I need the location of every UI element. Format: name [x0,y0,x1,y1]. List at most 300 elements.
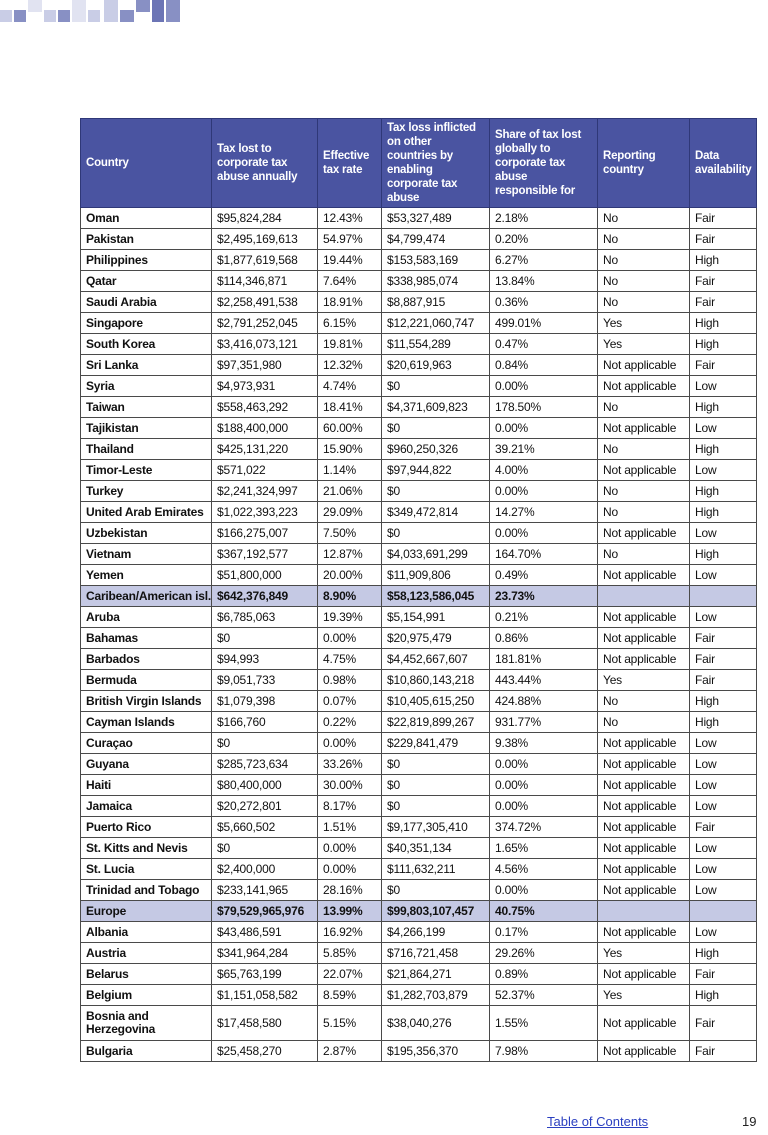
tax-loss-inflicted-cell: $21,864,271 [382,964,490,985]
table-row [81,838,757,859]
reporting-cell: Yes [598,943,690,964]
tax-loss-inflicted-cell: $22,819,899,267 [382,712,490,733]
table-row [81,502,757,523]
country-cell: Sri Lanka [81,355,212,376]
availability-cell: Fair [690,649,757,670]
reporting-cell: Not applicable [598,1041,690,1062]
country-cell: Austria [81,943,212,964]
tax-loss-inflicted-cell: $40,351,134 [382,838,490,859]
availability-cell: Low [690,733,757,754]
tax-loss-inflicted-cell: $0 [382,481,490,502]
country-cell: Philippines [81,250,212,271]
country-cell: Puerto Rico [81,817,212,838]
tax-loss-inflicted-cell: $0 [382,880,490,901]
share-cell: 178.50% [490,397,598,418]
share-cell: 29.26% [490,943,598,964]
share-cell: 164.70% [490,544,598,565]
country-cell: Tajikistan [81,418,212,439]
availability-cell: Fair [690,670,757,691]
tax-loss-inflicted-cell: $11,554,289 [382,334,490,355]
country-cell: Qatar [81,271,212,292]
availability-cell: Fair [690,271,757,292]
reporting-cell: No [598,271,690,292]
reporting-cell: Not applicable [598,649,690,670]
tax-loss-inflicted-cell: $716,721,458 [382,943,490,964]
tax-lost-cell: $233,141,965 [212,880,318,901]
table-row [81,775,757,796]
header-effective-tax-rate: Effective tax rate [318,119,382,208]
tax-loss-inflicted-cell: $8,887,915 [382,292,490,313]
share-cell: 40.75% [490,901,598,922]
effective-rate-cell: 15.90% [318,439,382,460]
tax-lost-cell: $1,877,619,568 [212,250,318,271]
country-cell: Pakistan [81,229,212,250]
availability-cell: Low [690,565,757,586]
table-row [81,292,757,313]
tax-lost-cell: $1,022,393,223 [212,502,318,523]
tax-loss-inflicted-cell: $99,803,107,457 [382,901,490,922]
effective-rate-cell: 0.98% [318,670,382,691]
availability-cell [690,901,757,922]
table-row [81,523,757,544]
country-cell: Bahamas [81,628,212,649]
availability-cell: Fair [690,292,757,313]
table-row [81,439,757,460]
reporting-cell: Not applicable [598,376,690,397]
tax-loss-inflicted-cell: $111,632,211 [382,859,490,880]
share-cell: 0.00% [490,880,598,901]
table-row [81,481,757,502]
country-cell: Saudi Arabia [81,292,212,313]
country-cell: Bosnia and Herzegovina [81,1006,212,1041]
tax-loss-inflicted-cell: $0 [382,754,490,775]
table-row [81,208,757,229]
table-row [81,418,757,439]
availability-cell: High [690,691,757,712]
availability-cell: Fair [690,964,757,985]
country-cell: Curaçao [81,733,212,754]
tax-loss-inflicted-cell: $0 [382,796,490,817]
reporting-cell: No [598,439,690,460]
country-cell: Trinidad and Tobago [81,880,212,901]
tax-loss-inflicted-cell: $10,405,615,250 [382,691,490,712]
share-cell: 0.20% [490,229,598,250]
header-data-availability: Data availability [690,119,757,208]
availability-cell: Low [690,418,757,439]
country-cell: Syria [81,376,212,397]
tax-lost-cell: $2,400,000 [212,859,318,880]
reporting-cell: Not applicable [598,817,690,838]
table-row [81,460,757,481]
tax-loss-inflicted-cell: $1,282,703,879 [382,985,490,1006]
country-cell: Bermuda [81,670,212,691]
country-cell: Belgium [81,985,212,1006]
tax-lost-cell: $3,416,073,121 [212,334,318,355]
reporting-cell: Not applicable [598,754,690,775]
effective-rate-cell: 19.39% [318,607,382,628]
tax-lost-cell: $25,458,270 [212,1041,318,1062]
effective-rate-cell: 8.17% [318,796,382,817]
availability-cell: High [690,502,757,523]
availability-cell: Fair [690,817,757,838]
share-cell: 0.86% [490,628,598,649]
share-cell: 443.44% [490,670,598,691]
reporting-cell: Not applicable [598,1006,690,1041]
table-row [81,859,757,880]
reporting-cell: No [598,712,690,733]
tax-lost-cell: $5,660,502 [212,817,318,838]
share-cell: 23.73% [490,586,598,607]
availability-cell: Low [690,922,757,943]
tax-lost-cell: $4,973,931 [212,376,318,397]
reporting-cell: No [598,691,690,712]
header-share-of-tax-lost: Share of tax lost globally to corporate tax abuse responsible for [490,119,598,208]
effective-rate-cell: 12.43% [318,208,382,229]
table-row [81,397,757,418]
effective-rate-cell: 13.99% [318,901,382,922]
tax-loss-inflicted-cell: $349,472,814 [382,502,490,523]
availability-cell: High [690,313,757,334]
reporting-cell [598,901,690,922]
effective-rate-cell: 19.81% [318,334,382,355]
share-cell: 0.00% [490,523,598,544]
availability-cell: High [690,544,757,565]
reporting-cell: Not applicable [598,418,690,439]
tax-loss-inflicted-cell: $4,033,691,299 [382,544,490,565]
tax-loss-inflicted-cell: $4,799,474 [382,229,490,250]
region-row [81,901,757,922]
header-country: Country [81,119,212,208]
country-cell: Bulgaria [81,1041,212,1062]
table-row [81,964,757,985]
reporting-cell: No [598,544,690,565]
reporting-cell: No [598,502,690,523]
reporting-cell: Yes [598,313,690,334]
tax-lost-cell: $0 [212,838,318,859]
header-reporting-country: Reporting country [598,119,690,208]
effective-rate-cell: 20.00% [318,565,382,586]
share-cell: 0.47% [490,334,598,355]
tax-lost-cell: $367,192,577 [212,544,318,565]
tax-loss-inflicted-cell: $0 [382,376,490,397]
tax-lost-cell: $2,241,324,997 [212,481,318,502]
share-cell: 931.77% [490,712,598,733]
effective-rate-cell: 7.64% [318,271,382,292]
reporting-cell [598,586,690,607]
country-cell: Turkey [81,481,212,502]
tax-loss-inflicted-cell: $4,371,609,823 [382,397,490,418]
tax-loss-inflicted-cell: $4,266,199 [382,922,490,943]
table-row [81,1006,757,1041]
reporting-cell: Not applicable [598,523,690,544]
reporting-cell: Not applicable [598,355,690,376]
reporting-cell: Not applicable [598,733,690,754]
tax-lost-cell: $79,529,965,976 [212,901,318,922]
reporting-cell: No [598,481,690,502]
tax-loss-inflicted-cell: $0 [382,418,490,439]
country-cell: Timor-Leste [81,460,212,481]
share-cell: 39.21% [490,439,598,460]
availability-cell: Low [690,775,757,796]
share-cell: 2.18% [490,208,598,229]
tax-lost-cell: $166,760 [212,712,318,733]
country-cell: Thailand [81,439,212,460]
tax-loss-inflicted-cell: $20,975,479 [382,628,490,649]
effective-rate-cell: 8.59% [318,985,382,1006]
country-cell: Cayman Islands [81,712,212,733]
tax-lost-cell: $17,458,580 [212,1006,318,1041]
region-row [81,586,757,607]
tax-loss-inflicted-cell: $11,909,806 [382,565,490,586]
effective-rate-cell: 4.74% [318,376,382,397]
tax-lost-cell: $95,824,284 [212,208,318,229]
share-cell: 0.17% [490,922,598,943]
tax-loss-inflicted-cell: $20,619,963 [382,355,490,376]
availability-cell: Low [690,796,757,817]
availability-cell: High [690,943,757,964]
header-tax-lost: Tax lost to corporate tax abuse annually [212,119,318,208]
tax-loss-inflicted-cell: $9,177,305,410 [382,817,490,838]
tax-lost-cell: $1,079,398 [212,691,318,712]
tax-loss-inflicted-cell: $53,327,489 [382,208,490,229]
country-cell: Aruba [81,607,212,628]
effective-rate-cell: 19.44% [318,250,382,271]
table-row [81,544,757,565]
availability-cell: Low [690,880,757,901]
share-cell: 1.65% [490,838,598,859]
tax-loss-inflicted-cell: $338,985,074 [382,271,490,292]
effective-rate-cell: 22.07% [318,964,382,985]
tax-lost-cell: $9,051,733 [212,670,318,691]
effective-rate-cell: 1.51% [318,817,382,838]
tax-loss-inflicted-cell: $0 [382,775,490,796]
country-cell: Taiwan [81,397,212,418]
share-cell: 0.00% [490,481,598,502]
tax-loss-inflicted-cell: $153,583,169 [382,250,490,271]
effective-rate-cell: 54.97% [318,229,382,250]
tax-lost-cell: $114,346,871 [212,271,318,292]
tax-loss-inflicted-cell: $0 [382,523,490,544]
share-cell: 7.98% [490,1041,598,1062]
reporting-cell: Yes [598,670,690,691]
availability-cell: Low [690,460,757,481]
tax-lost-cell: $425,131,220 [212,439,318,460]
tax-lost-cell: $6,785,063 [212,607,318,628]
country-cell: Uzbekistan [81,523,212,544]
share-cell: 0.00% [490,796,598,817]
tax-lost-cell: $20,272,801 [212,796,318,817]
share-cell: 499.01% [490,313,598,334]
tax-lost-cell: $0 [212,628,318,649]
tax-lost-cell: $642,376,849 [212,586,318,607]
country-cell: United Arab Emirates [81,502,212,523]
reporting-cell: No [598,397,690,418]
tax-lost-cell: $571,022 [212,460,318,481]
reporting-cell: Not applicable [598,565,690,586]
table-row [81,607,757,628]
table-row [81,922,757,943]
country-cell: Guyana [81,754,212,775]
tax-loss-inflicted-cell: $97,944,822 [382,460,490,481]
effective-rate-cell: 30.00% [318,775,382,796]
share-cell: 0.36% [490,292,598,313]
reporting-cell: Not applicable [598,460,690,481]
table-row [81,649,757,670]
availability-cell: Fair [690,355,757,376]
reporting-cell: No [598,229,690,250]
effective-rate-cell: 0.22% [318,712,382,733]
availability-cell: High [690,397,757,418]
share-cell: 14.27% [490,502,598,523]
effective-rate-cell: 6.15% [318,313,382,334]
tax-lost-cell: $80,400,000 [212,775,318,796]
table-row [81,817,757,838]
tax-lost-cell: $2,791,252,045 [212,313,318,334]
share-cell: 0.84% [490,355,598,376]
reporting-cell: Not applicable [598,859,690,880]
effective-rate-cell: 2.87% [318,1041,382,1062]
tax-lost-cell: $166,275,007 [212,523,318,544]
effective-rate-cell: 21.06% [318,481,382,502]
tax-lost-cell: $43,486,591 [212,922,318,943]
table-row [81,670,757,691]
country-cell: British Virgin Islands [81,691,212,712]
availability-cell: High [690,439,757,460]
table-row [81,712,757,733]
share-cell: 0.00% [490,418,598,439]
reporting-cell: Not applicable [598,775,690,796]
tax-loss-inflicted-cell: $5,154,991 [382,607,490,628]
country-cell: Albania [81,922,212,943]
reporting-cell: Not applicable [598,880,690,901]
table-row [81,985,757,1006]
share-cell: 181.81% [490,649,598,670]
reporting-cell: No [598,250,690,271]
effective-rate-cell: 1.14% [318,460,382,481]
effective-rate-cell: 0.00% [318,628,382,649]
country-cell: Yemen [81,565,212,586]
share-cell: 0.00% [490,754,598,775]
reporting-cell: Not applicable [598,838,690,859]
availability-cell: Fair [690,208,757,229]
availability-cell: Low [690,607,757,628]
reporting-cell: Not applicable [598,607,690,628]
effective-rate-cell: 16.92% [318,922,382,943]
country-cell: Caribean/American isl. [81,586,212,607]
reporting-cell: Not applicable [598,922,690,943]
effective-rate-cell: 8.90% [318,586,382,607]
tax-loss-inflicted-cell: $4,452,667,607 [382,649,490,670]
reporting-cell: Yes [598,985,690,1006]
tax-loss-inflicted-cell: $229,841,479 [382,733,490,754]
table-row [81,733,757,754]
tax-loss-inflicted-cell: $10,860,143,218 [382,670,490,691]
reporting-cell: Yes [598,334,690,355]
country-cell: South Korea [81,334,212,355]
share-cell: 1.55% [490,1006,598,1041]
availability-cell: High [690,334,757,355]
tax-loss-inflicted-cell: $38,040,276 [382,1006,490,1041]
availability-cell: High [690,985,757,1006]
share-cell: 6.27% [490,250,598,271]
availability-cell: Low [690,523,757,544]
tax-lost-cell: $188,400,000 [212,418,318,439]
tax-lost-cell: $558,463,292 [212,397,318,418]
reporting-cell: Not applicable [598,796,690,817]
tax-loss-inflicted-cell: $960,250,326 [382,439,490,460]
country-cell: Singapore [81,313,212,334]
effective-rate-cell: 5.15% [318,1006,382,1041]
tax-loss-inflicted-cell: $12,221,060,747 [382,313,490,334]
share-cell: 424.88% [490,691,598,712]
table-body [81,208,757,1062]
availability-cell: Fair [690,229,757,250]
share-cell: 4.00% [490,460,598,481]
effective-rate-cell: 0.00% [318,733,382,754]
reporting-cell: Not applicable [598,964,690,985]
country-cell: Barbados [81,649,212,670]
availability-cell: High [690,250,757,271]
table-row [81,880,757,901]
table-row [81,271,757,292]
country-cell: Europe [81,901,212,922]
country-cell: St. Kitts and Nevis [81,838,212,859]
tax-loss-inflicted-cell: $195,356,370 [382,1041,490,1062]
tax-lost-cell: $2,495,169,613 [212,229,318,250]
effective-rate-cell: 12.32% [318,355,382,376]
effective-rate-cell: 18.41% [318,397,382,418]
effective-rate-cell: 33.26% [318,754,382,775]
tax-lost-cell: $0 [212,733,318,754]
table-row [81,376,757,397]
page-number: 19 [742,1114,757,1129]
share-cell: 9.38% [490,733,598,754]
country-cell: Belarus [81,964,212,985]
tax-data-table [80,118,757,1062]
header-tax-loss-inflicted: Tax loss inflicted on other countries by enabling corporate tax abuse [382,119,490,208]
effective-rate-cell: 28.16% [318,880,382,901]
availability-cell: Fair [690,628,757,649]
header-decoration [0,0,200,30]
availability-cell: Fair [690,1006,757,1041]
table-row [81,565,757,586]
share-cell: 0.00% [490,376,598,397]
availability-cell: Low [690,754,757,775]
effective-rate-cell: 60.00% [318,418,382,439]
tax-lost-cell: $1,151,058,582 [212,985,318,1006]
availability-cell: High [690,481,757,502]
table-row [81,628,757,649]
table-row [81,250,757,271]
table-row [81,1041,757,1062]
table-of-contents-link[interactable]: Table of Contents [547,1114,649,1129]
tax-lost-cell: $2,258,491,538 [212,292,318,313]
availability-cell: Fair [690,1041,757,1062]
availability-cell: Low [690,376,757,397]
availability-cell: Low [690,838,757,859]
share-cell: 52.37% [490,985,598,1006]
effective-rate-cell: 0.00% [318,859,382,880]
tax-lost-cell: $94,993 [212,649,318,670]
effective-rate-cell: 12.87% [318,544,382,565]
tax-lost-cell: $65,763,199 [212,964,318,985]
effective-rate-cell: 7.50% [318,523,382,544]
table-row [81,943,757,964]
table-row [81,334,757,355]
table-header-row [81,119,757,208]
table-row [81,313,757,334]
reporting-cell: Not applicable [598,628,690,649]
